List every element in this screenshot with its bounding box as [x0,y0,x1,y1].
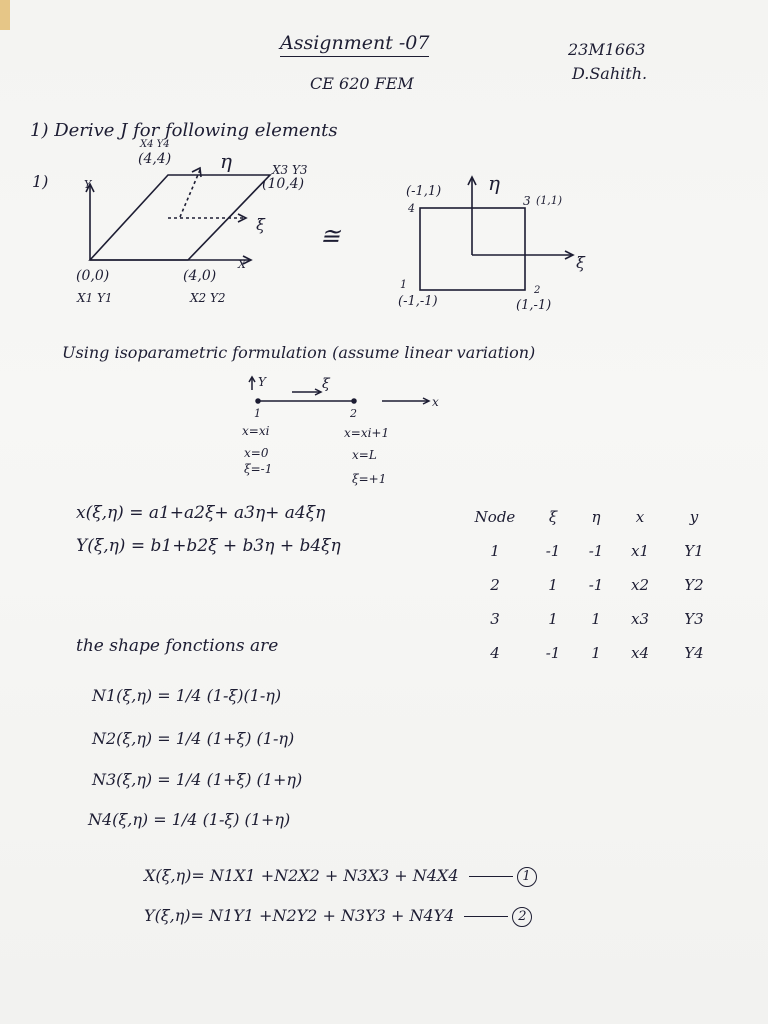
x-interpolation-equation [144,866,537,887]
shape-function-n2: N2(ξ,η) = 1/4 (1+ξ) (1-η) [92,729,295,748]
shape-function-n1: N1(ξ,η) = 1/4 (1-ξ)(1-η) [92,686,282,705]
table-row [462,534,722,568]
table-cell: x2 [630,576,649,594]
shape-functions-intro: the shape fonctions are [76,636,279,656]
isoparametric-statement: Using isoparametric formulation (assume linear variation) [62,343,536,362]
node2-x-L: x=L [352,448,377,462]
table-cell: Y3 [684,610,704,628]
node2-number: 2 [350,407,357,420]
node1-xi-value: ξ=-1 [244,462,273,476]
node1-name: X1 Y1 [77,291,113,305]
node4-coord: (4,4) [138,151,172,167]
x-polynomial: x(ξ,η) = a1+a2ξ+ a3η+ a4ξη [76,503,326,523]
assignment-title: Assignment -07 [280,32,429,57]
table-header: y [689,508,699,526]
node1-number: 1 [254,407,261,420]
node4-name: X4 Y4 [140,139,170,150]
eta-axis-label: η [488,171,500,195]
y-label: Y [258,375,266,389]
shape-function-n3: N3(ξ,η) = 1/4 (1+ξ) (1+η) [92,770,303,789]
question-heading: 1) Derive J for following elements [30,120,338,141]
table-cell: -1 [545,644,561,662]
node-coordinate-table [462,500,722,670]
node2-name: X2 Y2 [190,291,226,305]
node2-x-def: x=xi+1 [344,426,390,440]
node1-x-zero: x=0 [244,446,269,460]
table-header: x [635,508,645,526]
table-cell: Y1 [684,542,704,560]
nat-node3-num: 3 [523,194,531,208]
xi-label: ξ [322,376,330,392]
table-cell: 3 [490,610,500,628]
xi-axis-label: ξ [256,215,265,234]
node2-xi-value: ξ=+1 [352,472,387,486]
y-interpolation-equation [144,906,532,927]
equation-text: Y(ξ,η)= N1Y1 +N2Y2 + N3Y3 + N4Y4 [144,906,455,925]
sub-question-index: 1) [32,172,49,191]
table-cell: -1 [588,542,604,560]
nat-node4-coord: (-1,1) [406,184,442,199]
table-cell: Y4 [684,644,704,662]
course-name: CE 620 FEM [310,74,414,93]
nat-node2-coord: (1,-1) [516,298,552,313]
table-header-row [462,500,722,534]
table-cell: x1 [630,542,649,560]
x-label: x [432,395,439,409]
table-cell: 1 [548,576,558,594]
node2-dot [352,399,356,403]
table-cell: 1 [548,610,558,628]
eta-axis-label: η [220,149,232,173]
equation-number: 1 [517,867,537,887]
nat-node1-coord: (-1,-1) [398,294,438,309]
node3-name: X3 Y3 [272,163,308,177]
table-cell: 1 [591,644,601,662]
table-header: η [591,508,601,526]
node1-coord: (0,0) [76,268,110,284]
table-row [462,602,722,636]
table-header: ξ [548,508,558,526]
roll-number: 23M1663 [568,40,646,59]
table-cell: x4 [630,644,649,662]
natural-element-figure [400,160,600,310]
eta-axis-line [180,170,200,217]
line-element-figure [240,370,460,420]
nat-node1-num: 1 [400,278,407,291]
node1-dot [256,399,260,403]
page-corner-mark [0,0,10,30]
y-axis-label: Y [84,178,92,191]
equation-text: X(ξ,η)= N1X1 +N2X2 + N3X3 + N4X4 [144,866,459,885]
table-cell: -1 [545,542,561,560]
table-cell: -1 [588,576,604,594]
equivalence-symbol: ≅ [320,222,341,250]
x-axis-label: X [238,258,246,271]
table-header: Node [474,508,516,526]
y-polynomial: Y(ξ,η) = b1+b2ξ + b3η + b4ξη [76,536,341,556]
table-row [462,568,722,602]
shape-function-n4: N4(ξ,η) = 1/4 (1-ξ) (1+η) [88,810,291,829]
table-cell: Y2 [684,576,704,594]
table-cell: 4 [490,644,500,662]
nat-node2-num: 2 [534,285,541,296]
equation-leader-line [469,876,513,877]
equation-leader-line [464,916,508,917]
node1-x-def: x=xi [242,424,270,438]
nat-node4-num: 4 [408,202,415,215]
node3-coord: (10,4) [262,176,305,192]
nat-node3-coord: (1,1) [536,194,563,207]
table-cell: 1 [591,610,601,628]
student-name: D.Sahith. [572,64,648,83]
table-cell: 2 [490,576,500,594]
node2-coord: (4,0) [183,268,217,284]
xi-axis-label: ξ [576,253,585,272]
equation-number: 2 [512,907,532,927]
table-cell: x3 [630,610,649,628]
table-cell: 1 [490,542,500,560]
table-row [462,636,722,670]
